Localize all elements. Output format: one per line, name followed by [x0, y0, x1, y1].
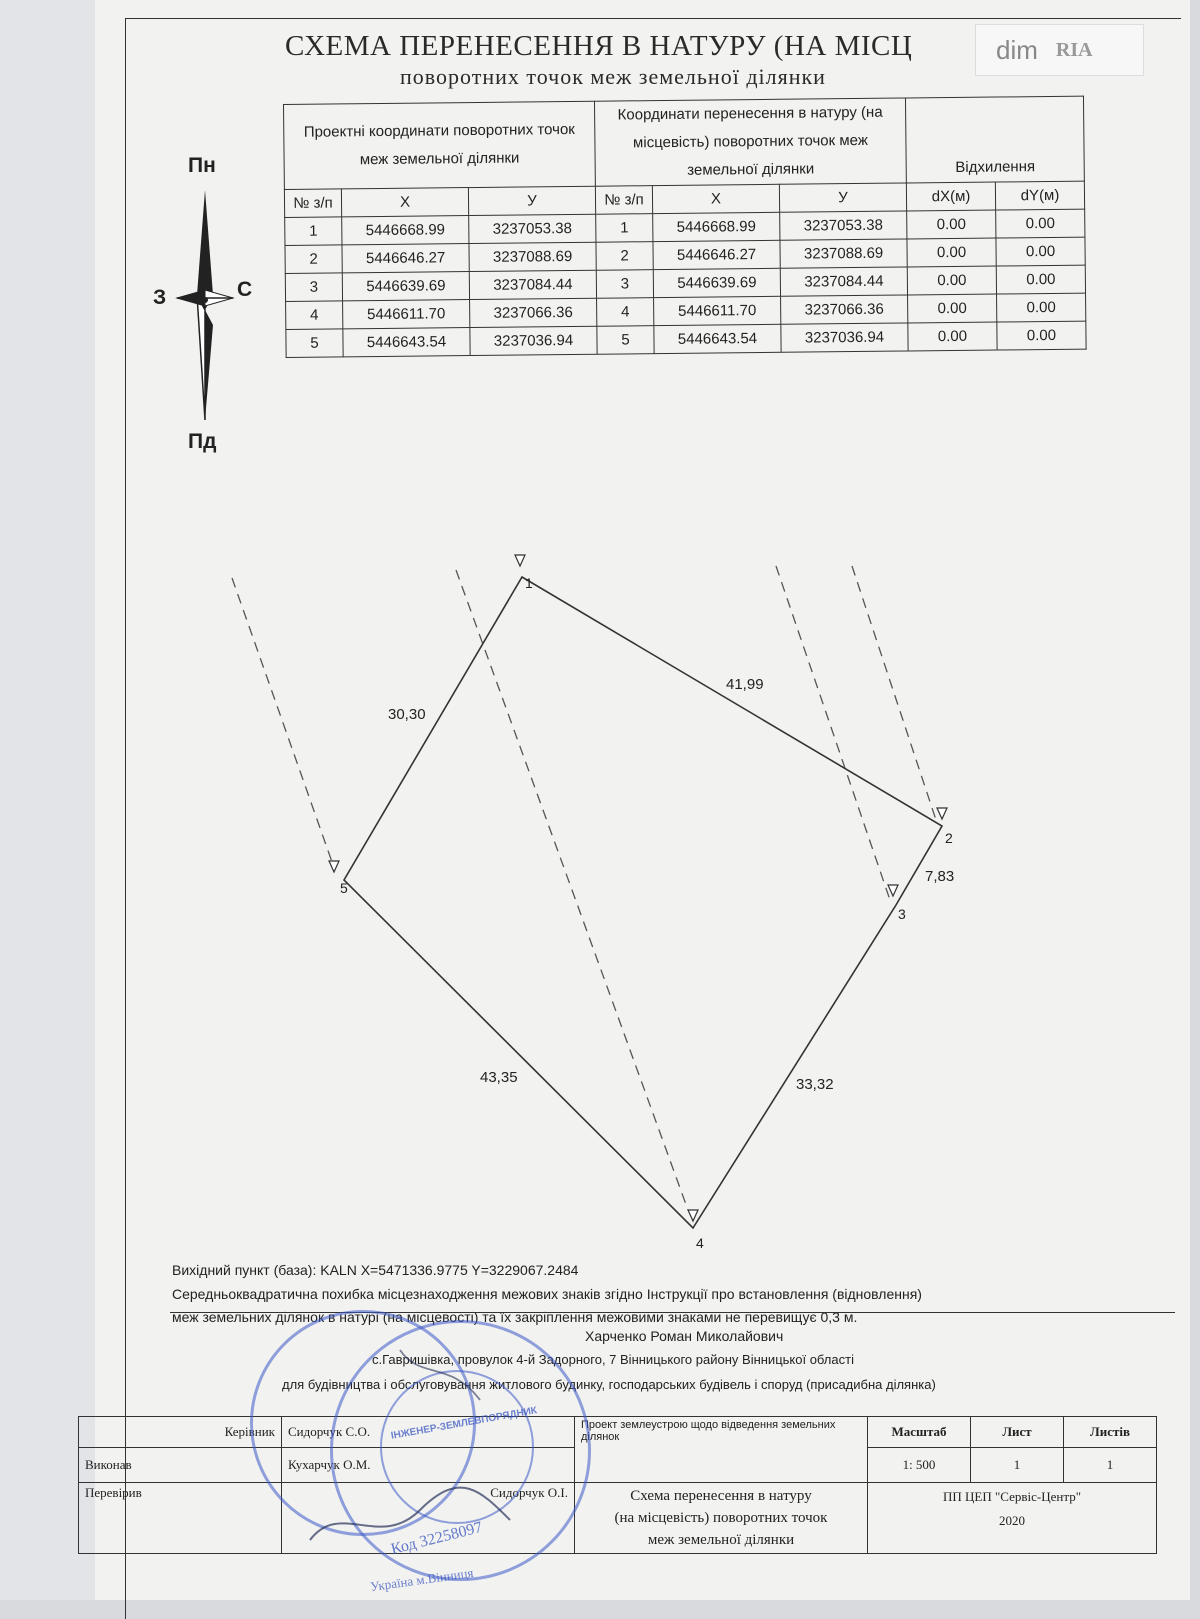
segment-length-3-4: 33,32: [796, 1076, 834, 1093]
deviation-header: Відхилення: [905, 96, 1084, 183]
cell-y2: 3237036.94: [781, 323, 908, 352]
compass-north-label: Пн: [188, 154, 216, 177]
sheets-label: Листів: [1064, 1417, 1157, 1448]
cell-dx: 0.00: [907, 210, 996, 239]
cell-dy: 0.00: [996, 209, 1085, 238]
scale-label: Масштаб: [868, 1417, 971, 1448]
cell-dx: 0.00: [907, 266, 996, 295]
sheet-value: 1: [971, 1448, 1064, 1483]
cell-x2: 5446646.27: [653, 240, 780, 269]
field-coords-header: Координати перенесення в натуру (на місцевість) поворотних точок меж земельної ділянки: [594, 98, 906, 186]
cell-num: 2: [285, 245, 342, 274]
cell-num2: 4: [597, 298, 654, 327]
cell-dx: 0.00: [907, 238, 996, 267]
cell-num: 4: [286, 301, 343, 330]
point-label-3: 3: [898, 906, 906, 922]
cell-x: 5446668.99: [342, 216, 469, 245]
cell-dy: 0.00: [997, 293, 1086, 322]
watermark-dim-text: dim: [996, 34, 1038, 65]
cell-y2: 3237084.44: [780, 267, 907, 296]
cell-x2: 5446611.70: [654, 296, 781, 325]
role-check: Перевірив: [79, 1483, 282, 1554]
title-block-row: [79, 1417, 1157, 1448]
cell-num2: 1: [596, 214, 653, 243]
scale-value: 1: 500: [868, 1448, 971, 1483]
name-head: Сидорчук С.О.: [282, 1417, 575, 1448]
point-label-4: 4: [696, 1235, 704, 1251]
compass-icon: [155, 150, 255, 460]
parcel-address: с.Гавришівка, провулок 4-й Задорного, 7 Вінницького району Вінницької області: [372, 1352, 854, 1367]
cell-dy: 0.00: [997, 321, 1086, 350]
drawing-title-line-1: Схема перенесення в натуру: [630, 1488, 812, 1504]
cell-x2: 5446639.69: [653, 268, 780, 297]
name-check: Сидорчук О.І.: [282, 1483, 575, 1554]
cell-dy: 0.00: [996, 265, 1085, 294]
name-exec: Кухарчук О.М.: [282, 1448, 575, 1483]
organization-name: ПП ЦЕП "Сервіс-Центр": [942, 1489, 1081, 1504]
cell-num2: 5: [597, 326, 654, 355]
col-x2-header: Х: [652, 184, 779, 213]
accuracy-text-1: Середньоквадратична похибка місцезнаходження межових знаків згідно Інструкції про встановлення (відновлення): [172, 1286, 922, 1302]
sheet-label: Лист: [971, 1417, 1064, 1448]
document-title: СХЕМА ПЕРЕНЕСЕННЯ В НАТУРУ (НА МІСЦ: [285, 30, 913, 62]
project-name: Проект землеустрою щодо відведення земельних ділянок: [575, 1417, 868, 1483]
cell-y: 3237084.44: [469, 270, 596, 299]
left-page-edge: [0, 0, 97, 1600]
col-dx-header: dX(м): [906, 182, 995, 211]
drawing-title: [575, 1483, 868, 1554]
stamp-code-text: Код 32258097: [389, 1518, 485, 1559]
compass-west-label: З: [153, 286, 167, 309]
organization-cell: [868, 1483, 1157, 1554]
role-head: Керівник: [79, 1417, 282, 1448]
cell-x: 5446646.27: [342, 244, 469, 273]
col-y-header: У: [468, 186, 595, 215]
cell-y: 3237053.38: [469, 214, 596, 243]
segment-length-1-2: 41,99: [726, 676, 764, 693]
col-y2-header: У: [779, 183, 906, 212]
col-num2-header: № з/п: [595, 186, 652, 215]
cell-x2: 5446668.99: [653, 212, 780, 241]
cell-num2: 3: [596, 270, 653, 299]
cell-y: 3237088.69: [469, 242, 596, 271]
footer-divider: [170, 1312, 1175, 1313]
cell-dx: 0.00: [908, 294, 997, 323]
drawing-title-line-3: меж земельної ділянки: [647, 1532, 795, 1548]
stamp-inner-text: ІНЖЕНЕР-ЗЕМЛЕВПОРЯДНИК: [390, 1405, 538, 1442]
col-x-header: Х: [341, 188, 468, 217]
compass-south-label: Пд: [188, 430, 217, 453]
cell-y: 3237036.94: [470, 326, 597, 355]
cell-dx: 0.00: [908, 322, 997, 351]
col-num-header: № з/п: [284, 189, 341, 218]
cell-num: 5: [286, 329, 343, 358]
dim-ria-watermark: [975, 24, 1144, 76]
document-subtitle: поворотних точок меж земельної ділянки: [400, 64, 826, 89]
title-block: [78, 1416, 1157, 1554]
table-header-row: [284, 96, 1085, 189]
point-label-5: 5: [340, 880, 348, 896]
coordinates-table: [283, 96, 1087, 358]
project-coords-header: Проектні координати поворотних точок меж земельної ділянки: [284, 101, 596, 189]
segment-length-4-5: 43,35: [480, 1069, 518, 1086]
drawing-title-line-2: (на місцевість) поворотних точок: [614, 1510, 828, 1526]
watermark-ria-text: RIA: [1055, 38, 1093, 61]
cell-y: 3237066.36: [470, 298, 597, 327]
col-dy-header: dY(м): [995, 181, 1084, 210]
accuracy-text-2: меж земельних ділянок в натурі (на місцевості) та їх закріплення межовими знаками не перевищує 0,3 м.: [172, 1309, 858, 1325]
stamp-place-text: Україна м.Вінниця: [369, 1564, 475, 1595]
compass-rose: [155, 150, 255, 460]
cell-x: 5446639.69: [342, 272, 469, 301]
cell-y2: 3237053.38: [780, 211, 907, 240]
segment-length-2-3: 7,83: [925, 868, 955, 885]
sheets-value: 1: [1064, 1448, 1157, 1483]
cell-num: 3: [285, 273, 342, 302]
base-point-text: Вихідний пункт (база): KALN X=5471336.9775 Y=3229067.2484: [172, 1262, 579, 1278]
cell-y2: 3237088.69: [780, 239, 907, 268]
point-label-2: 2: [945, 830, 953, 846]
document-year: 2020: [999, 1513, 1025, 1528]
cell-x: 5446643.54: [343, 328, 470, 357]
cell-x: 5446611.70: [343, 300, 470, 329]
cell-dy: 0.00: [996, 237, 1085, 266]
title-block-row: [79, 1483, 1157, 1554]
cell-num: 1: [285, 217, 342, 246]
cell-num2: 2: [596, 242, 653, 271]
role-exec: Виконав: [79, 1448, 282, 1483]
cell-x2: 5446643.54: [654, 324, 781, 353]
compass-east-label: С: [237, 278, 253, 301]
owner-name: Харченко Роман Миколайович: [585, 1328, 784, 1344]
point-label-1: 1: [525, 575, 533, 591]
segment-length-5-1: 30,30: [388, 706, 426, 723]
cell-y2: 3237066.36: [781, 295, 908, 324]
parcel-purpose: для будівництва і обслуговування житлового будинку, господарських будівель і споруд (присадибна ділянка): [282, 1377, 936, 1392]
